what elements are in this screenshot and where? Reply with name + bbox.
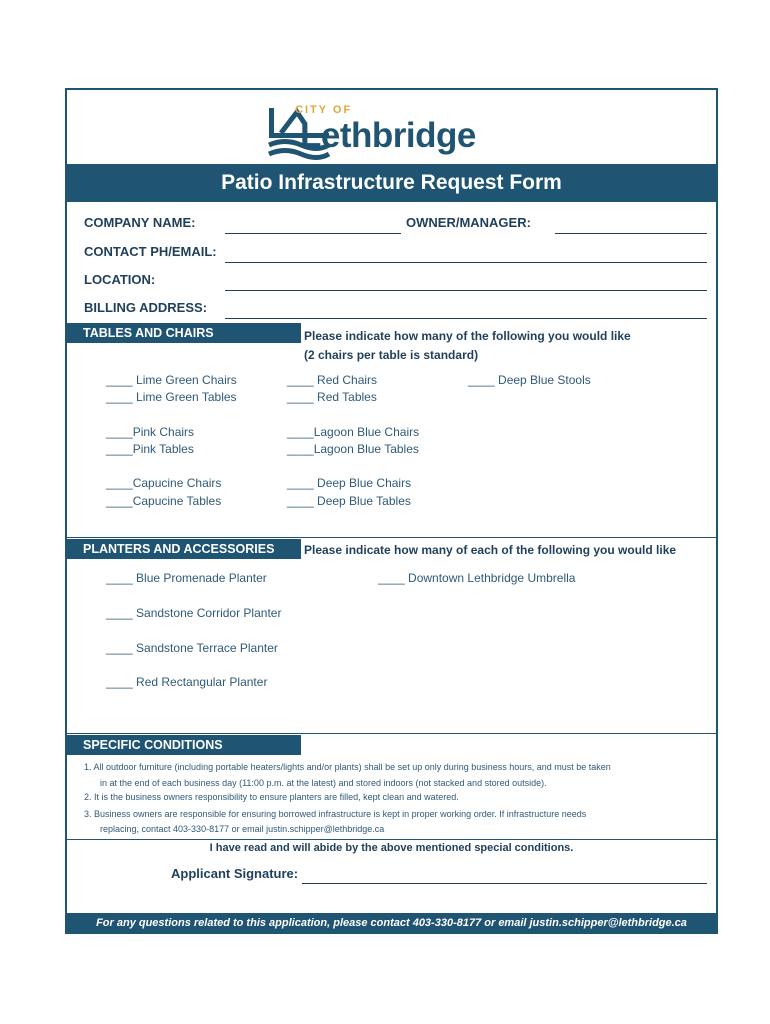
- company-name-field[interactable]: [225, 233, 401, 234]
- red-rectangular-planter-entry[interactable]: ____ Red Rectangular Planter: [106, 675, 268, 689]
- tables-chairs-note: Please indicate how many of the following you would like: [304, 329, 631, 343]
- pink-chairs-entry[interactable]: ____Pink Chairs: [106, 425, 195, 439]
- contact-label: CONTACT PH/EMAIL:: [84, 244, 217, 259]
- sandstone-terrace-planter-entry[interactable]: ____ Sandstone Terrace Planter: [106, 641, 278, 655]
- downtown-umbrella-entry[interactable]: ____ Downtown Lethbridge Umbrella: [378, 571, 576, 585]
- page-title: Patio Infrastructure Request Form: [67, 164, 716, 202]
- location-field[interactable]: [225, 290, 707, 291]
- conditions-header: SPECIFIC CONDITIONS: [67, 735, 301, 755]
- condition-2: 2. It is the business owners responsibility to ensure planters are filled, kept clean and watered.: [84, 792, 459, 802]
- lagoon-blue-tables-entry[interactable]: ____Lagoon Blue Tables: [287, 442, 419, 456]
- blue-promenade-planter-entry[interactable]: ____ Blue Promenade Planter: [106, 571, 267, 585]
- condition-1: 1. All outdoor furniture (including portable heaters/lights and/or plants) shall be set up only during business hours, and must be taken: [84, 762, 611, 772]
- contact-footer: For any questions related to this application, please contact 403-330-8177 or email justin.schipper@lethbridge.ca: [67, 913, 716, 934]
- location-label: LOCATION:: [84, 272, 156, 287]
- logo-name: Lethbridge: [300, 116, 476, 155]
- signature-label: Applicant Signature:: [171, 866, 299, 881]
- logo-city-of: CITY OF: [295, 104, 353, 116]
- planters-header: PLANTERS AND ACCESSORIES: [67, 539, 301, 559]
- section-divider: [67, 537, 716, 538]
- owner-manager-label: OWNER/MANAGER:: [406, 215, 531, 230]
- pink-tables-entry[interactable]: ____Pink Tables: [106, 442, 194, 456]
- planters-note: Please indicate how many of each of the following you would like: [304, 543, 677, 557]
- billing-address-field[interactable]: [225, 318, 707, 319]
- capucine-tables-entry[interactable]: ____Capucine Tables: [106, 494, 222, 508]
- tables-chairs-header: TABLES AND CHAIRS: [67, 323, 301, 343]
- capucine-chairs-entry[interactable]: ____Capucine Chairs: [106, 476, 222, 490]
- company-name-label: COMPANY NAME:: [84, 215, 196, 230]
- condition-3-cont: replacing, contact 403-330-8177 or email justin.schipper@lethbridge.ca: [100, 824, 385, 834]
- red-chairs-entry[interactable]: ____ Red Chairs: [287, 373, 378, 387]
- owner-manager-field[interactable]: [555, 233, 707, 234]
- agreement-text: I have read and will abide by the above mentioned special conditions.: [209, 842, 574, 854]
- red-tables-entry[interactable]: ____ Red Tables: [287, 390, 377, 404]
- lagoon-blue-chairs-entry[interactable]: ____Lagoon Blue Chairs: [287, 425, 420, 439]
- tables-chairs-note-2: (2 chairs per table is standard): [304, 348, 479, 362]
- city-logo: [267, 102, 527, 162]
- sandstone-corridor-planter-entry[interactable]: ____ Sandstone Corridor Planter: [106, 606, 282, 620]
- condition-3: 3. Business owners are responsible for ensuring borrowed infrastructure is kept in proper working order. If infrastructure needs: [84, 809, 587, 819]
- section-divider: [67, 839, 716, 840]
- section-divider: [67, 733, 716, 734]
- lime-green-chairs-entry[interactable]: ____ Lime Green Chairs: [106, 373, 237, 387]
- condition-1-cont: in at the end of each business day (11:00 p.m. at the latest) and stored indoors (not stacked and stored outside).: [100, 778, 547, 788]
- form-frame: [65, 88, 718, 934]
- signature-field[interactable]: [302, 883, 707, 884]
- deep-blue-tables-entry[interactable]: ____ Deep Blue Tables: [287, 494, 411, 508]
- contact-field[interactable]: [225, 262, 707, 263]
- deep-blue-chairs-entry[interactable]: ____ Deep Blue Chairs: [287, 476, 412, 490]
- deep-blue-stools-entry[interactable]: ____ Deep Blue Stools: [468, 373, 591, 387]
- lime-green-tables-entry[interactable]: ____ Lime Green Tables: [106, 390, 237, 404]
- billing-address-label: BILLING ADDRESS:: [84, 300, 208, 315]
